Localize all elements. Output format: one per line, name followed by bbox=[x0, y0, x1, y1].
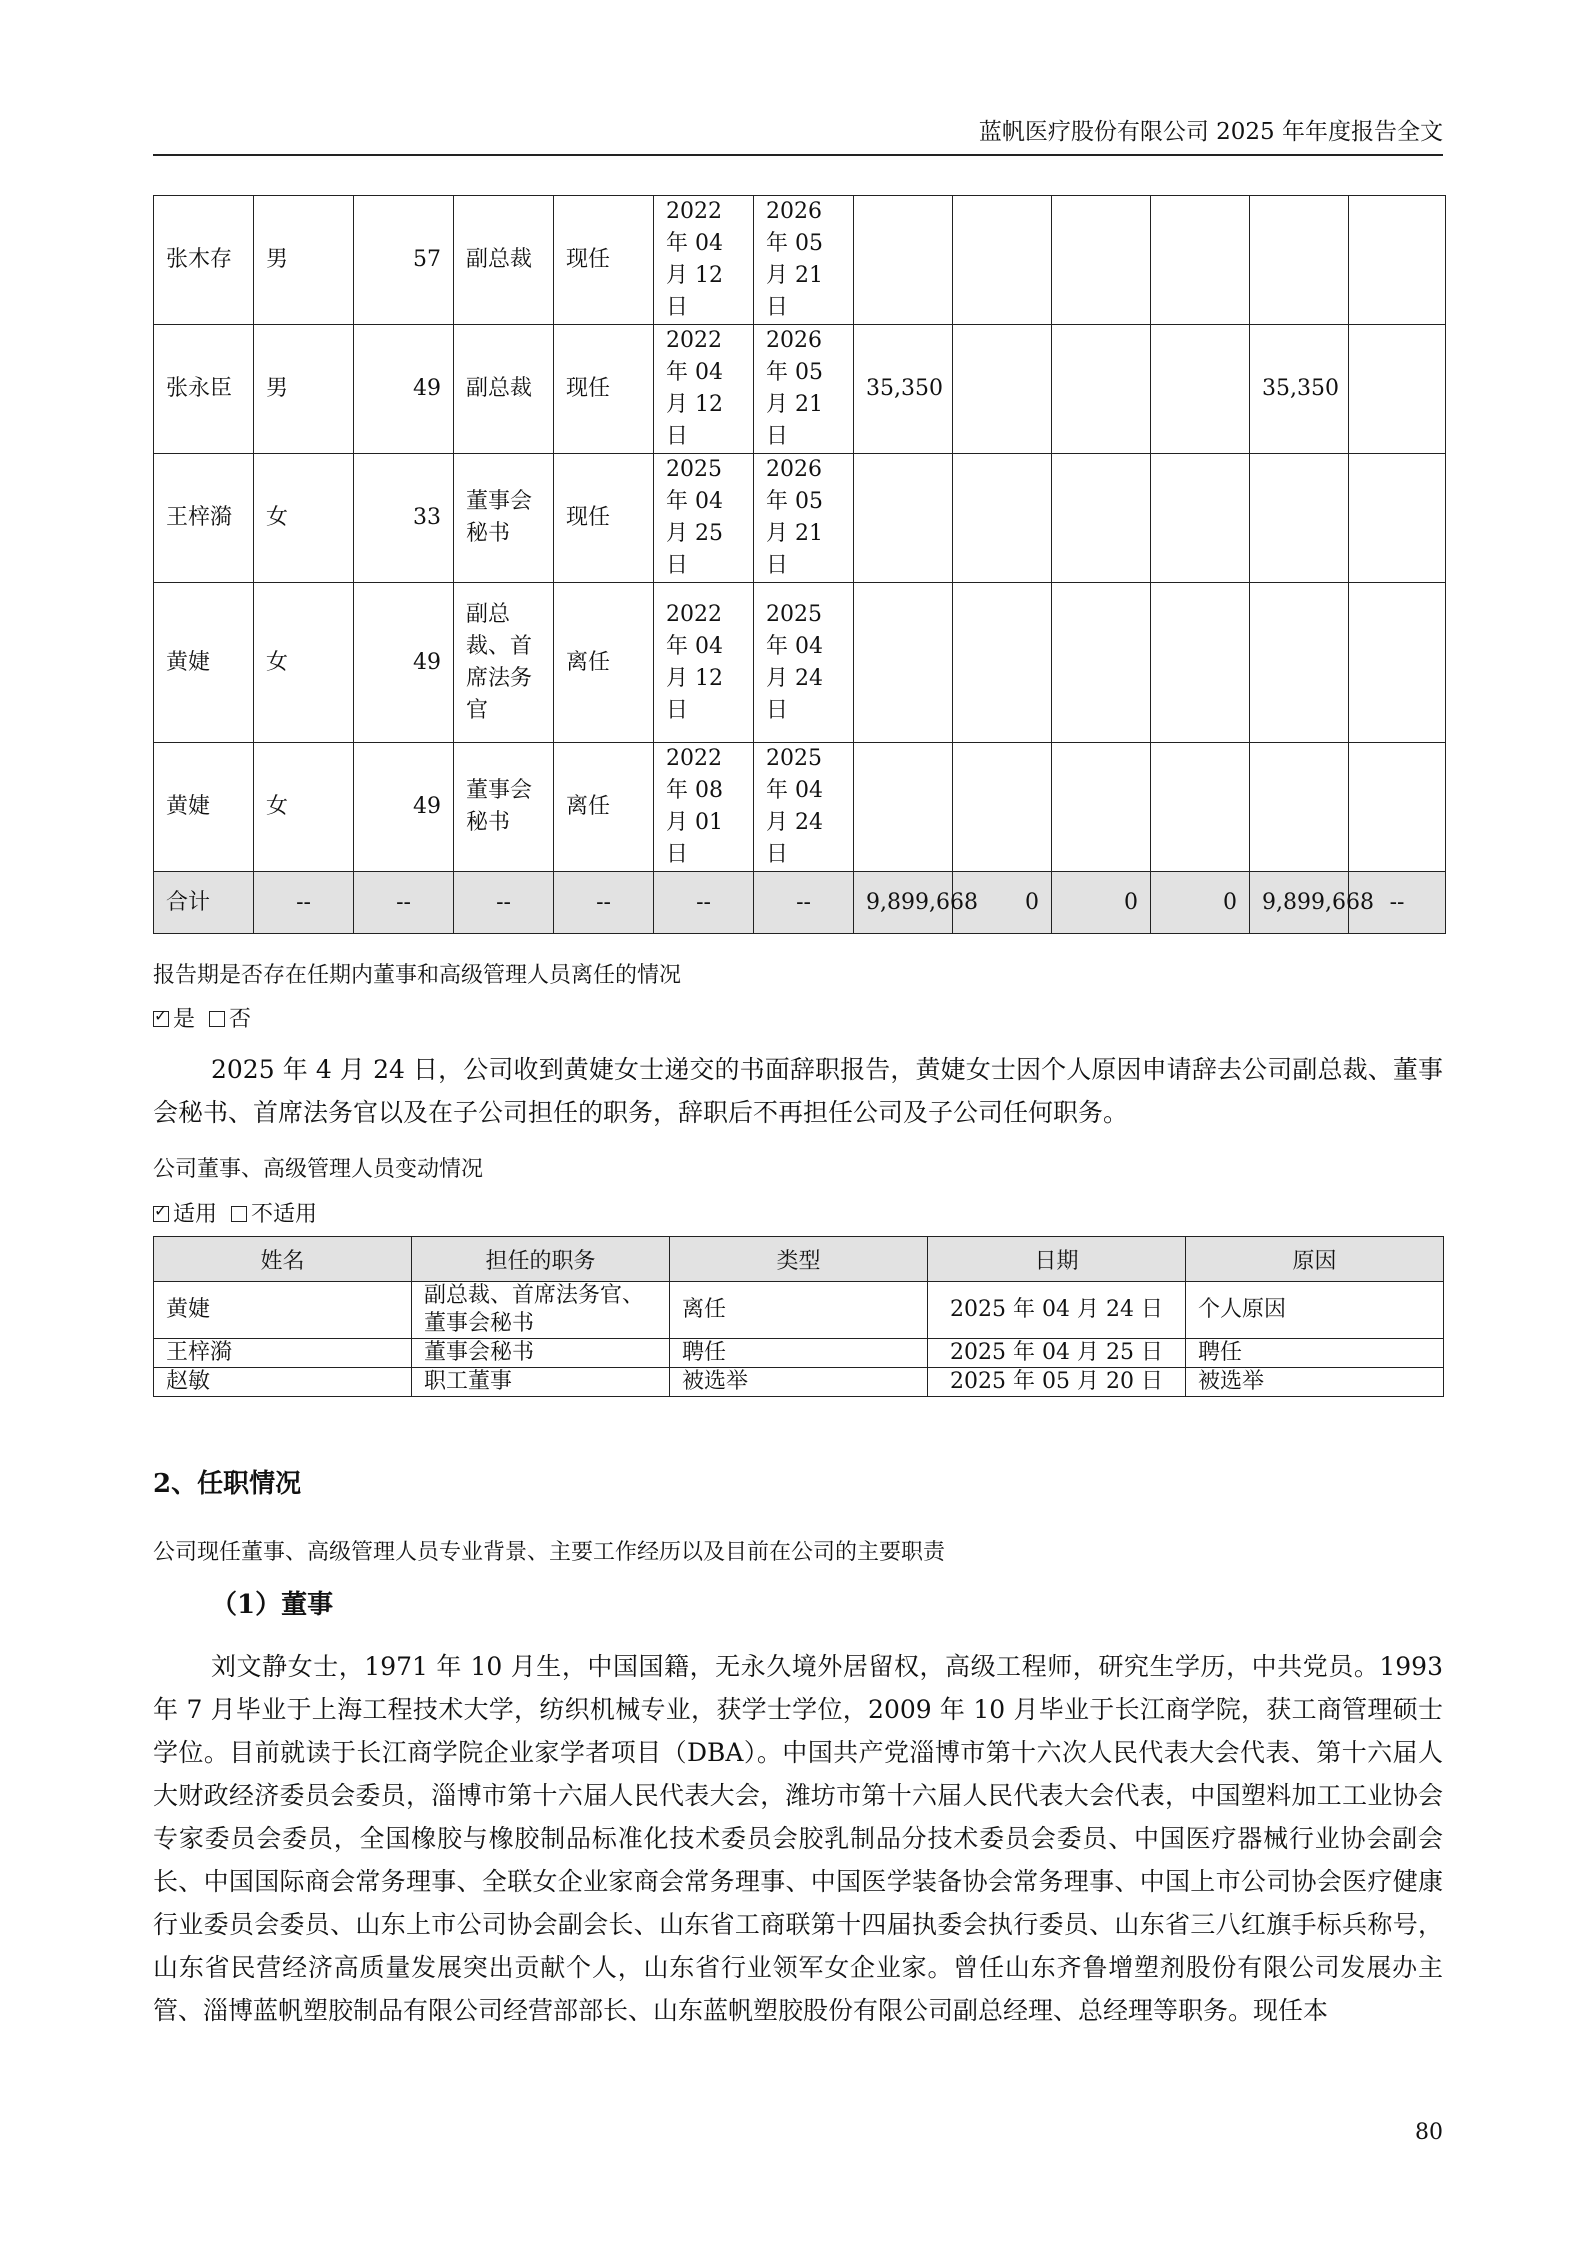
q2-no-label: 不适用 bbox=[251, 1202, 318, 1227]
subsection-title: （1）董事 bbox=[211, 1590, 334, 1620]
table-cell-position: 董事会秘书 bbox=[454, 743, 554, 872]
table-cell-age: 49 bbox=[354, 325, 454, 454]
table-cell-age: 49 bbox=[354, 583, 454, 743]
table-cell-c6 bbox=[1349, 743, 1446, 872]
checkbox-empty-icon bbox=[209, 1011, 225, 1027]
table-cell-c4 bbox=[1151, 743, 1250, 872]
table-cell-status: 现任 bbox=[554, 325, 654, 454]
table-cell-c5 bbox=[1250, 743, 1349, 872]
table-cell-start: 2022 年 04 月 12 日 bbox=[654, 325, 754, 454]
section-title: 2、任职情况 bbox=[153, 1469, 302, 1499]
table-cell-c4 bbox=[1151, 454, 1250, 583]
total-cell-c4: 0 bbox=[1151, 872, 1250, 934]
table-cell-c4 bbox=[1151, 583, 1250, 743]
total-cell-c3: 0 bbox=[1052, 872, 1151, 934]
section-intro: 公司现任董事、高级管理人员专业背景、主要工作经历以及目前在公司的主要职责 bbox=[153, 1540, 946, 1565]
table-cell: 2025 年 04 月 25 日 bbox=[928, 1339, 1186, 1368]
bio-paragraph: 刘文静女士，1971 年 10 月生，中国国籍，无永久境外居留权，高级工程师，研究生学历，中共党员。1993 年 7 月毕业于上海工程技术大学，纺织机械专业，获学士学位，2009 年 10 月毕业于长江商学院，获工商管理硕士学位。目前就读于长江商学院企业家学者项目（DBA）。中国共产党淄博市第十六次人民代表大会代表、第十六届人大财政经济委员会委员，淄博市第十六届人民代表大会，潍坊市第十六届人民代表大会代表，中国塑料加工工业协会专家委员会委员，全国橡胶与橡胶制品标准化技术委员会胶乳制品分技术委员会委员、中国医疗器械行业协会副会长、中国国际商会常务理事、全联女企业家商会常务理事、中国医学装备协会常务理事、中国上市公司协会医疗健康行业委员会委员、山东上市公司协会副会长、山东省工商联第十四届执委会执行委员、山东省三八红旗手标兵称号，山东省民营经济高质量发展突出贡献个人，山东省行业领军女企业家。曾任山东齐鲁增塑剂股份有限公司发展办主管、淄博蓝帆塑胶制品有限公司经营部部长、山东蓝帆塑胶股份有限公司副总经理、总经理等职务。现任本 bbox=[153, 1652, 1443, 2025]
column-header: 原因 bbox=[1186, 1237, 1444, 1282]
table-cell-age: 57 bbox=[354, 196, 454, 325]
table-cell-c6 bbox=[1349, 196, 1446, 325]
table-cell: 王梓漪 bbox=[154, 1339, 412, 1368]
table-cell: 离任 bbox=[670, 1282, 928, 1339]
table-row bbox=[154, 454, 1446, 583]
table-cell-age: 33 bbox=[354, 454, 454, 583]
q2-options bbox=[153, 1197, 1443, 1228]
table-cell: 个人原因 bbox=[1186, 1282, 1444, 1339]
table-cell: 黄婕 bbox=[154, 1282, 412, 1339]
column-header: 类型 bbox=[670, 1237, 928, 1282]
table-row bbox=[154, 1339, 1444, 1368]
q1-options bbox=[153, 1002, 1443, 1033]
table-cell-position: 副总裁、首席法务官 bbox=[454, 583, 554, 743]
table-cell-start: 2025 年 04 月 25 日 bbox=[654, 454, 754, 583]
table-cell-gender: 女 bbox=[254, 454, 354, 583]
table-cell-c2 bbox=[953, 325, 1052, 454]
table-cell-c2 bbox=[953, 196, 1052, 325]
total-cell-dash: -- bbox=[454, 872, 554, 934]
table-cell-gender: 女 bbox=[254, 583, 354, 743]
table-cell-c6 bbox=[1349, 325, 1446, 454]
table-row bbox=[154, 1368, 1444, 1397]
table-row bbox=[154, 743, 1446, 872]
table-row bbox=[154, 583, 1446, 743]
table-cell-c2 bbox=[953, 743, 1052, 872]
table-cell-c1 bbox=[854, 743, 953, 872]
column-header: 担任的职务 bbox=[412, 1237, 670, 1282]
total-cell-dash: -- bbox=[254, 872, 354, 934]
table-cell-c1 bbox=[854, 583, 953, 743]
table-cell-gender: 男 bbox=[254, 325, 354, 454]
table-cell-c3 bbox=[1052, 743, 1151, 872]
q2-yes-label: 适用 bbox=[173, 1202, 218, 1227]
table-cell-c3 bbox=[1052, 454, 1151, 583]
table-cell-status: 离任 bbox=[554, 583, 654, 743]
total-cell-dash: -- bbox=[354, 872, 454, 934]
table-cell: 董事会秘书 bbox=[412, 1339, 670, 1368]
table-cell-gender: 男 bbox=[254, 196, 354, 325]
total-cell-c5: 9,899,668 bbox=[1250, 872, 1349, 934]
table-cell-c5 bbox=[1250, 583, 1349, 743]
checkbox-checked-icon bbox=[153, 1206, 169, 1222]
column-header: 日期 bbox=[928, 1237, 1186, 1282]
checkbox-checked-icon bbox=[153, 1011, 169, 1027]
table-cell: 赵敏 bbox=[154, 1368, 412, 1397]
table-cell-c5: 35,350 bbox=[1250, 325, 1349, 454]
total-cell-dash: -- bbox=[754, 872, 854, 934]
table-cell-c5 bbox=[1250, 196, 1349, 325]
table-cell-c4 bbox=[1151, 325, 1250, 454]
table-cell: 聘任 bbox=[670, 1339, 928, 1368]
table-cell: 被选举 bbox=[670, 1368, 928, 1397]
page-header bbox=[153, 110, 1443, 156]
q1-question: 报告期是否存在任期内董事和高级管理人员离任的情况 bbox=[153, 963, 682, 988]
table-cell: 被选举 bbox=[1186, 1368, 1444, 1397]
table-cell-c2 bbox=[953, 583, 1052, 743]
officers-table bbox=[153, 195, 1446, 934]
table-cell-position: 副总裁 bbox=[454, 196, 554, 325]
table-cell-end: 2025 年 04 月 24 日 bbox=[754, 743, 854, 872]
table-cell-position: 董事会秘书 bbox=[454, 454, 554, 583]
total-cell-dash: -- bbox=[654, 872, 754, 934]
column-header: 姓名 bbox=[154, 1237, 412, 1282]
table-row bbox=[154, 325, 1446, 454]
table-cell-end: 2026 年 05 月 21 日 bbox=[754, 325, 854, 454]
table-cell-end: 2025 年 04 月 24 日 bbox=[754, 583, 854, 743]
table-cell-c6 bbox=[1349, 583, 1446, 743]
table-cell-name: 张木存 bbox=[154, 196, 254, 325]
table-cell-c4 bbox=[1151, 196, 1250, 325]
table-cell-gender: 女 bbox=[254, 743, 354, 872]
total-cell-dash: -- bbox=[554, 872, 654, 934]
table-cell-c1: 35,350 bbox=[854, 325, 953, 454]
table-cell-c3 bbox=[1052, 196, 1151, 325]
q2-question: 公司董事、高级管理人员变动情况 bbox=[153, 1157, 484, 1182]
table-cell-name: 王梓漪 bbox=[154, 454, 254, 583]
table-cell-status: 离任 bbox=[554, 743, 654, 872]
table-cell-name: 黄婕 bbox=[154, 583, 254, 743]
checkbox-empty-icon bbox=[231, 1206, 247, 1222]
table-cell-name: 黄婕 bbox=[154, 743, 254, 872]
table-cell-c2 bbox=[953, 454, 1052, 583]
total-cell-c6: -- bbox=[1349, 872, 1446, 934]
table-cell-position: 副总裁 bbox=[454, 325, 554, 454]
table-cell-c3 bbox=[1052, 583, 1151, 743]
table-cell-c6 bbox=[1349, 454, 1446, 583]
q1-no-label: 否 bbox=[229, 1007, 252, 1032]
header-title: 蓝帆医疗股份有限公司 2025 年年度报告全文 bbox=[978, 119, 1443, 145]
table-row bbox=[154, 196, 1446, 325]
changes-table bbox=[153, 1236, 1444, 1397]
table-cell-start: 2022 年 04 月 12 日 bbox=[654, 196, 754, 325]
table-cell-status: 现任 bbox=[554, 196, 654, 325]
total-row bbox=[154, 872, 1446, 934]
total-cell-c2: 0 bbox=[953, 872, 1052, 934]
table-cell-name: 张永臣 bbox=[154, 325, 254, 454]
table-cell-c1 bbox=[854, 196, 953, 325]
table-cell: 职工董事 bbox=[412, 1368, 670, 1397]
table-cell: 聘任 bbox=[1186, 1339, 1444, 1368]
table-cell-c5 bbox=[1250, 454, 1349, 583]
table-cell-status: 现任 bbox=[554, 454, 654, 583]
table-cell: 2025 年 05 月 20 日 bbox=[928, 1368, 1186, 1397]
table-cell-end: 2026 年 05 月 21 日 bbox=[754, 454, 854, 583]
table-cell: 2025 年 04 月 24 日 bbox=[928, 1282, 1186, 1339]
table-cell-end: 2026 年 05 月 21 日 bbox=[754, 196, 854, 325]
q1-yes-label: 是 bbox=[173, 1007, 196, 1032]
table-cell-start: 2022 年 04 月 12 日 bbox=[654, 583, 754, 743]
page-number: 80 bbox=[1415, 2120, 1443, 2145]
table-cell-age: 49 bbox=[354, 743, 454, 872]
table-row bbox=[154, 1282, 1444, 1339]
table-cell: 副总裁、首席法务官、董事会秘书 bbox=[412, 1282, 670, 1339]
total-cell-c1: 9,899,668 bbox=[854, 872, 953, 934]
resignation-paragraph: 2025 年 4 月 24 日，公司收到黄婕女士递交的书面辞职报告，黄婕女士因个人原因申请辞去公司副总裁、董事会秘书、首席法务官以及在子公司担任的职务，辞职后不再担任公司及子公司任何职务。 bbox=[153, 1055, 1443, 1127]
table-cell-c1 bbox=[854, 454, 953, 583]
table-cell-start: 2022 年 08 月 01 日 bbox=[654, 743, 754, 872]
table-cell-c3 bbox=[1052, 325, 1151, 454]
total-cell-label: 合计 bbox=[154, 872, 254, 934]
